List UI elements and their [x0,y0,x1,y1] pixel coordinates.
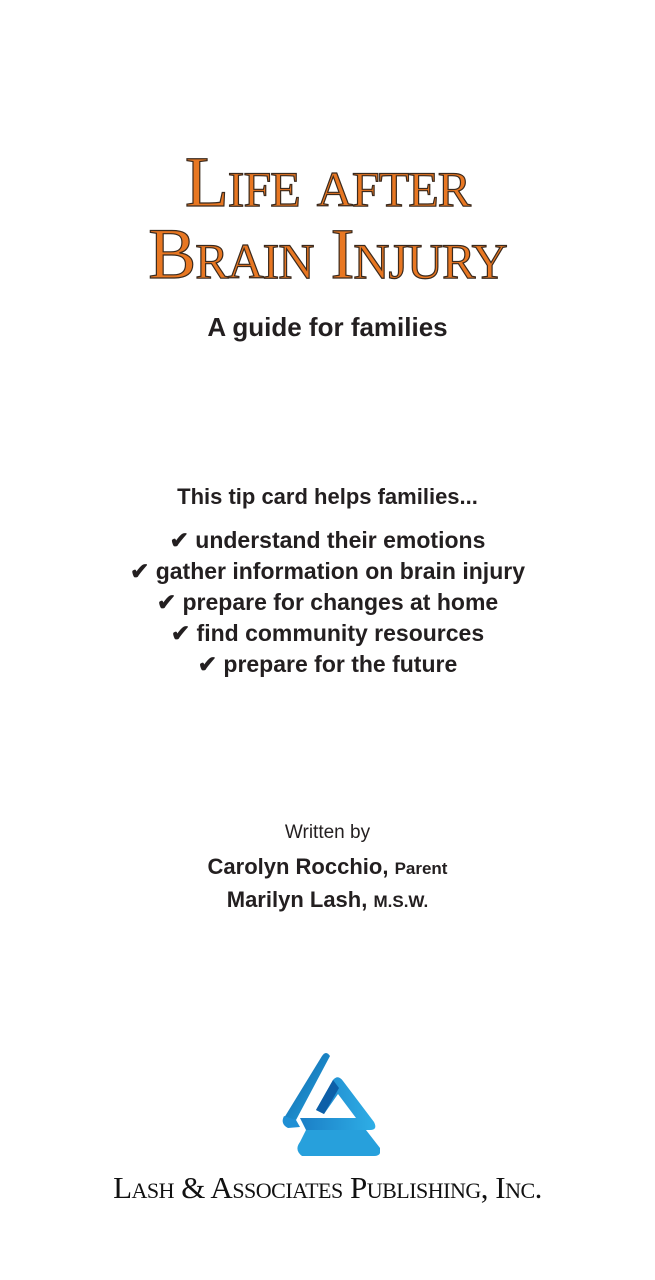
tip-item: ✔ find community resources [170,620,485,646]
tips-intro: This tip card helps families... [177,484,478,509]
title-line-1: Life after [184,142,471,222]
publisher-name: Lash & Associates Publishing, Inc. [113,1170,542,1205]
tip-item: ✔ understand their emotions [169,527,486,553]
tip-item: ✔ prepare for the future [197,651,458,677]
check-icon: ✔ [170,620,191,646]
tip-item: ✔ gather information on brain injury [130,558,525,584]
publisher-logo-icon [276,1050,380,1162]
author: Marilyn Lash, M.S.W. [226,887,429,912]
title-line-2: Brain Injury [148,214,507,294]
tip-item: ✔ prepare for changes at home [156,589,499,615]
check-icon: ✔ [130,558,150,584]
check-icon: ✔ [197,651,217,677]
tips-list [0,525,655,680]
subtitle: A guide for families [207,312,448,342]
written-by-label: Written by [284,822,371,843]
check-icon: ✔ [169,527,189,553]
author: Carolyn Rocchio, Parent [207,854,448,879]
check-icon: ✔ [156,589,177,615]
authors [0,851,655,917]
